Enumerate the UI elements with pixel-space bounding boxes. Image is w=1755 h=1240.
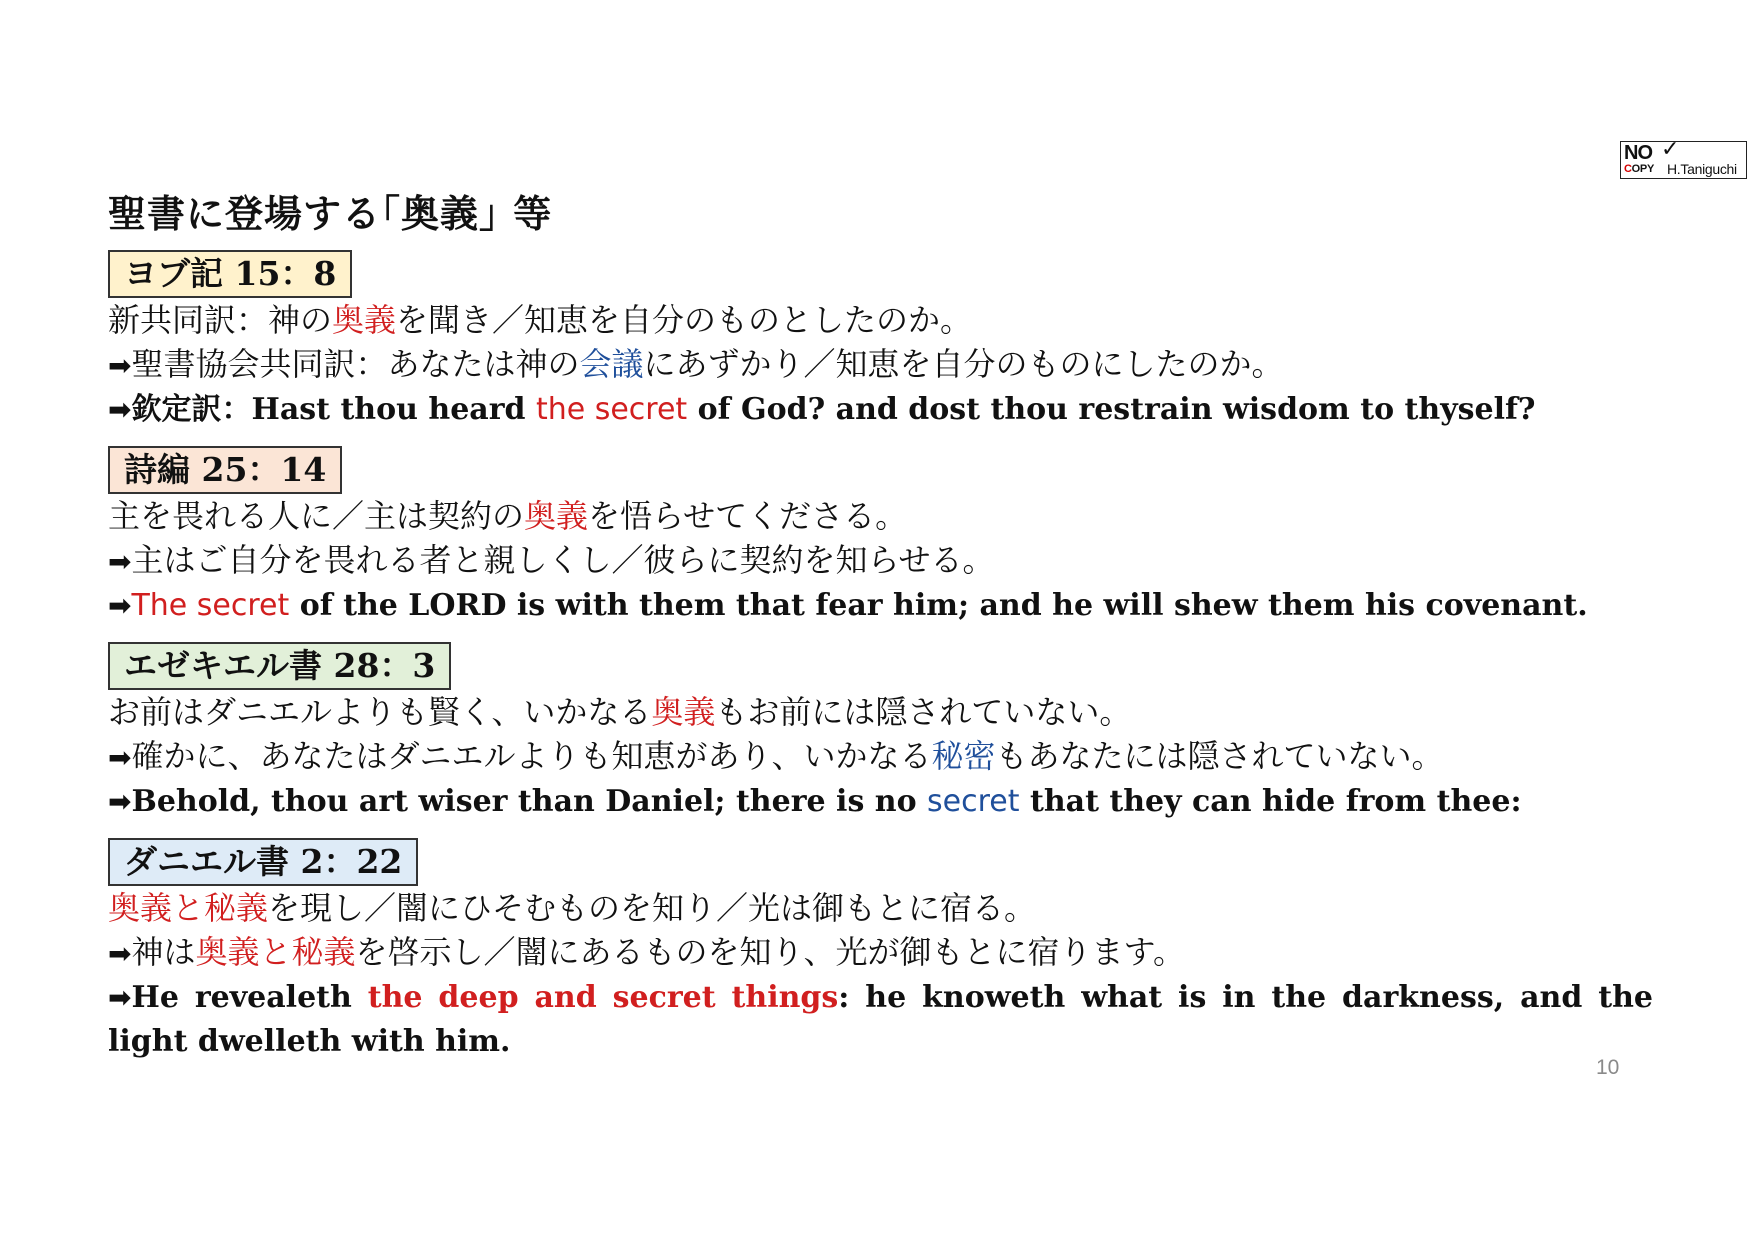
logo-author-name: H.Taniguchi [1667,161,1737,177]
arrow-right-icon: ➡ [108,937,132,970]
arrow-right-icon: ➡ [108,785,132,818]
verse-section-daniel [108,838,1665,1064]
verse-line-kjv: ➡He revealeth the deep and secret things: he knoweth what is in the darkness, and the light dwelleth with him. [108,980,1654,1059]
logo-copy-text: COPY [1624,163,1654,175]
verse-reference-label: 詩編 25：14 [108,446,342,494]
check-mark-icon: ✓ [1661,136,1680,161]
arrow-right-icon: ➡ [108,393,132,426]
slide-title: 聖書に登場する｢奥義｣ 等 [108,192,553,236]
verse-reference-label: ヨブ記 15：8 [108,250,352,298]
arrow-right-icon: ➡ [108,981,132,1014]
verse-line-kjv: ➡The secret of the LORD is with them that fear him; and he will shew them his covenant. [108,588,1588,623]
verse-reference-label: ダニエル書 2：22 [108,838,418,886]
arrow-right-icon: ➡ [108,589,132,622]
verse-line-kjv: ➡Behold, thou art wiser than Daniel; there is no secret that they can hide from thee: [108,784,1522,819]
verse-line-kyokai: ➡確かに、あなたはダニエルよりも知恵があり、いかなる秘密もあなたには隠されていない。 [108,737,1444,775]
arrow-right-icon: ➡ [108,545,132,578]
verse-section-psalm [108,446,1665,628]
verse-reference-label: エゼキエル書 28：3 [108,642,451,690]
verse-line-shinkyodo: 主を畏れる人に／主は契約の奥義を悟らせてくださる。 [108,497,908,535]
verse-line-kyokai: ➡主はご自分を畏れる者と親しくし／彼らに契約を知らせる。 [108,541,995,579]
verse-line-shinkyodo: お前はダニエルよりも賢く、いかなる奥義もお前には隠されていない。 [108,693,1132,731]
verse-line-shinkyodo: 新共同訳：神の奥義を聞き／知恵を自分のものとしたのか。 [108,301,973,339]
logo-no-text: NO [1624,142,1652,164]
verse-line-shinkyodo: 奥義と秘義を現し／闇にひそむものを知り／光は御もとに宿る。 [108,889,1037,927]
verse-line-kyokai: ➡神は奥義と秘義を啓示し／闇にあるものを知り、光が御もとに宿ります。 [108,933,1185,971]
verse-line-kyokai: ➡聖書協会共同訳：あなたは神の会議にあずかり／知恵を自分のものにしたのか。 [108,345,1284,383]
no-copy-logo [1620,136,1747,179]
verse-section-job [108,250,1665,432]
arrow-right-icon: ➡ [108,349,132,382]
arrow-right-icon: ➡ [108,741,132,774]
verse-section-ezekiel [108,642,1665,824]
verse-line-kjv: ➡欽定訳：Hast thou heard the secret of God? and dost thou restrain wisdom to thyself? [108,392,1536,427]
page-number: 10 [1596,1056,1620,1079]
